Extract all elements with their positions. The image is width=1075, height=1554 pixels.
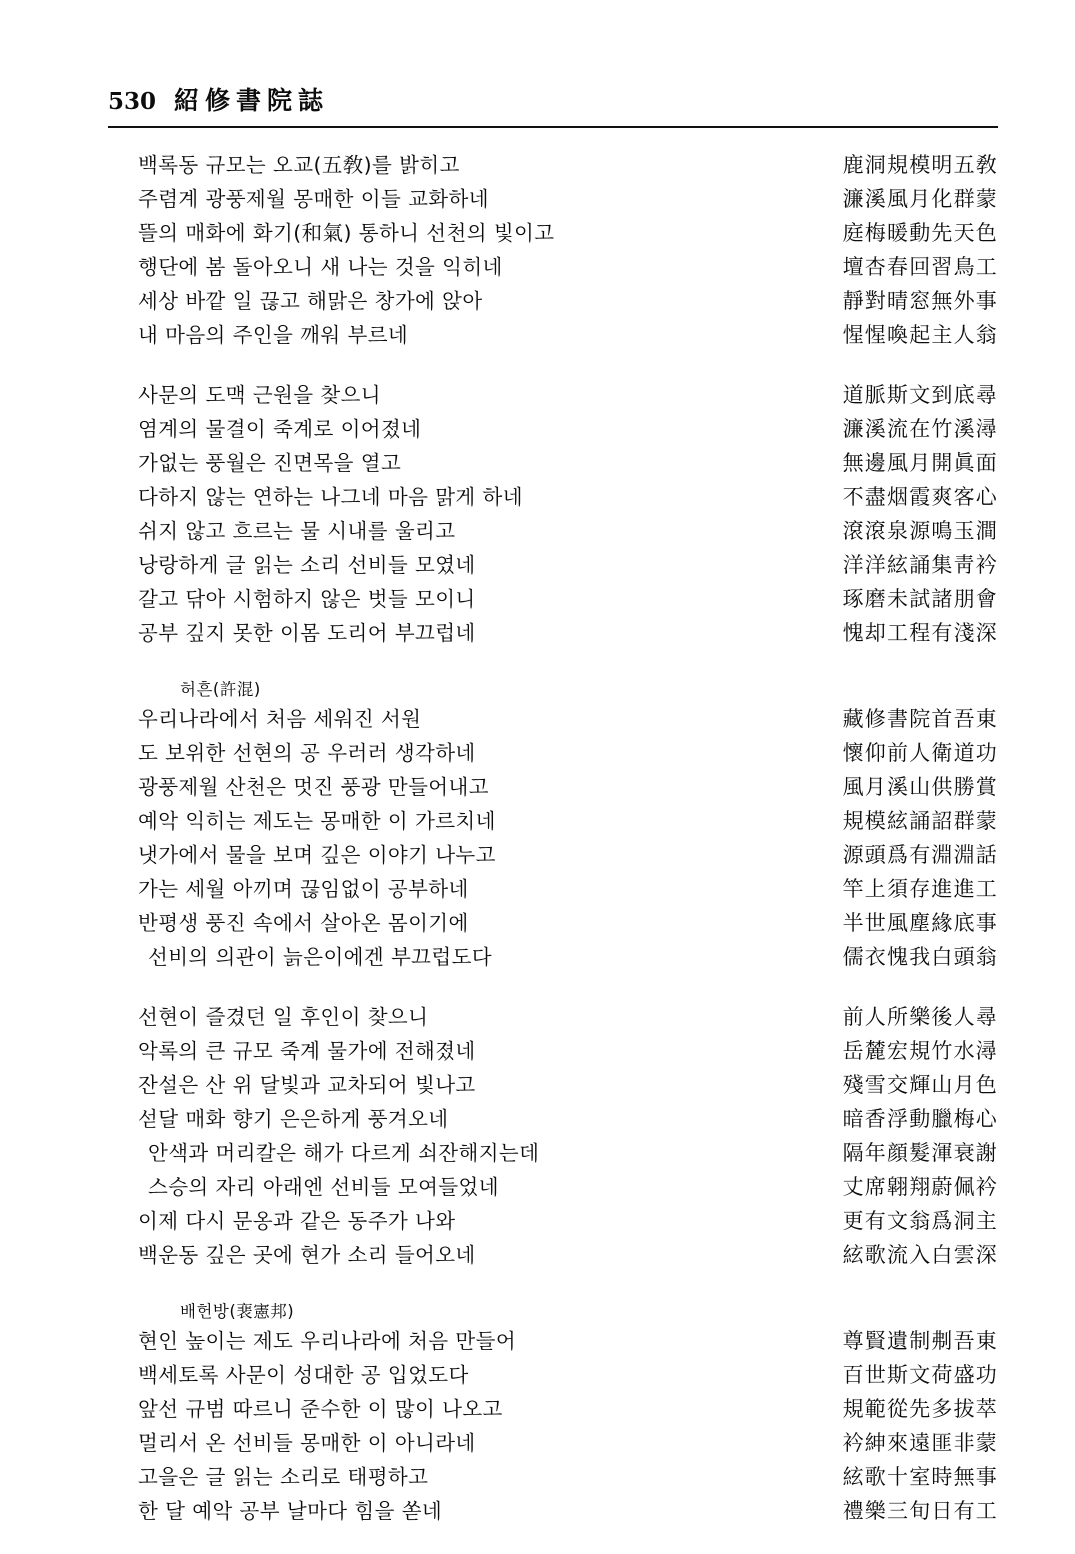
verse-line <box>108 480 998 514</box>
verse-hanja: 不盡烟霞爽客心 <box>842 485 998 509</box>
verse-line <box>108 250 998 284</box>
verse-hanja: 愧却工程有淺深 <box>842 621 998 645</box>
verse-line <box>108 1238 998 1272</box>
verse-hanja: 滾滾泉源鳴玉澗 <box>842 519 998 543</box>
verse-hanja: 規範從先多拔萃 <box>842 1397 998 1421</box>
page-header <box>108 88 998 113</box>
verse-korean: 백운동 깊은 곳에 현가 소리 들어오네 <box>138 1243 476 1267</box>
verse-line <box>108 702 998 736</box>
verse-korean: 행단에 봄 돌아오니 새 나는 것을 익히네 <box>138 255 503 279</box>
verse-line <box>108 284 998 318</box>
page-number: 530 <box>108 88 157 115</box>
stanza-attribution: 허흔(許混) <box>180 680 261 699</box>
poem-stanza <box>108 676 998 974</box>
verse-korean: 냇가에서 물을 보며 깊은 이야기 나누고 <box>138 843 496 867</box>
verse-hanja: 前人所樂後人尋 <box>842 1005 998 1029</box>
verse-korean: 선비의 의관이 늙은이에겐 부끄럽도다 <box>148 945 492 969</box>
poem-stanza <box>108 1298 998 1528</box>
verse-korean: 가는 세월 아끼며 끊임없이 공부하네 <box>138 877 469 901</box>
verse-korean: 낭랑하게 글 읽는 소리 선비들 모였네 <box>138 553 476 577</box>
verse-korean: 가없는 풍월은 진면목을 열고 <box>138 451 402 475</box>
verse-line <box>108 318 998 352</box>
verse-line <box>108 1358 998 1392</box>
verse-line <box>108 1324 998 1358</box>
verse-line <box>108 872 998 906</box>
verse-hanja: 無邊風月開眞面 <box>842 451 998 475</box>
verse-hanja: 絃歌十室時無事 <box>842 1465 998 1489</box>
verse-korean: 스승의 자리 아래엔 선비들 모여들었네 <box>148 1175 499 1199</box>
verse-line <box>108 412 998 446</box>
verse-korean: 쉬지 않고 흐르는 물 시내를 울리고 <box>138 519 456 543</box>
verse-korean: 광풍제월 산천은 멋진 풍광 만들어내고 <box>138 775 489 799</box>
verse-korean: 뜰의 매화에 화기(和氣) 통하니 선천의 빛이고 <box>138 221 555 245</box>
verse-hanja: 庭梅暖動先天色 <box>842 221 998 245</box>
verse-hanja: 隔年顔髮渾衰謝 <box>842 1141 998 1165</box>
verse-line <box>108 770 998 804</box>
verse-line <box>108 906 998 940</box>
verse-korean: 예악 익히는 제도는 몽매한 이 가르치네 <box>138 809 496 833</box>
verse-korean: 멀리서 온 선비들 몽매한 이 아니라네 <box>138 1431 476 1455</box>
verse-line <box>108 514 998 548</box>
verse-line <box>108 940 998 974</box>
verse-korean: 앞선 규범 따르니 준수한 이 많이 나오고 <box>138 1397 503 1421</box>
verse-korean: 현인 높이는 제도 우리나라에 처음 만들어 <box>138 1329 517 1353</box>
verse-line <box>108 1494 998 1528</box>
verse-hanja: 風月溪山供勝賞 <box>842 775 998 799</box>
verse-korean: 고을은 글 읽는 소리로 태평하고 <box>138 1465 429 1489</box>
verse-line <box>108 616 998 650</box>
verse-line <box>108 1068 998 1102</box>
verse-hanja: 惺惺喚起主人翁 <box>842 323 998 347</box>
verse-hanja: 鹿洞規模明五敎 <box>842 153 998 177</box>
book-title: 紹修書院誌 <box>174 86 330 115</box>
verse-line <box>108 148 998 182</box>
verse-hanja: 丈席翶翔蔚佩衿 <box>842 1175 998 1199</box>
verse-line <box>108 216 998 250</box>
verse-korean: 한 달 예악 공부 날마다 힘을 쏟네 <box>138 1499 443 1523</box>
verse-korean: 주렴계 광풍제월 몽매한 이들 교화하네 <box>138 187 489 211</box>
stanza-attribution: 배헌방(裵憲邦) <box>180 1302 295 1321</box>
verse-korean: 섣달 매화 향기 은은하게 풍겨오네 <box>138 1107 449 1131</box>
verse-line <box>108 1000 998 1034</box>
verse-line <box>108 804 998 838</box>
verse-line <box>108 548 998 582</box>
verse-line <box>108 446 998 480</box>
poem-stanza <box>108 378 998 650</box>
verse-line <box>108 1170 998 1204</box>
verse-korean: 선현이 즐겼던 일 후인이 찾으니 <box>138 1005 429 1029</box>
verse-hanja: 濂溪風月化群蒙 <box>842 187 998 211</box>
verse-korean: 잔설은 산 위 달빛과 교차되어 빛나고 <box>138 1073 476 1097</box>
verse-hanja: 靜對晴窓無外事 <box>842 289 998 313</box>
verse-hanja: 半世風塵緣底事 <box>842 911 998 935</box>
verse-korean: 공부 깊지 못한 이몸 도리어 부끄럽네 <box>138 621 476 645</box>
verse-hanja: 濂溪流在竹溪潯 <box>842 417 998 441</box>
verse-line <box>108 736 998 770</box>
verse-line <box>108 1392 998 1426</box>
verse-line <box>108 1136 998 1170</box>
verse-korean: 갈고 닦아 시험하지 않은 벗들 모이니 <box>138 587 476 611</box>
verse-hanja: 源頭爲有淵淵話 <box>842 843 998 867</box>
verse-hanja: 絃歌流入白雲深 <box>842 1243 998 1267</box>
verse-hanja: 百世斯文荷盛功 <box>842 1363 998 1387</box>
verse-korean: 사문의 도맥 근원을 찾으니 <box>138 383 381 407</box>
verse-line <box>108 1034 998 1068</box>
verse-line <box>108 838 998 872</box>
verse-line <box>108 378 998 412</box>
verse-korean: 세상 바깥 일 끊고 해맑은 창가에 앉아 <box>138 289 483 313</box>
verse-line <box>108 1426 998 1460</box>
verse-hanja: 暗香浮動臘梅心 <box>842 1107 998 1131</box>
verse-korean: 염계의 물결이 죽계로 이어졌네 <box>138 417 422 441</box>
verse-hanja: 更有文翁爲洞主 <box>842 1209 998 1233</box>
verse-line <box>108 1460 998 1494</box>
verse-hanja: 懷仰前人衛道功 <box>842 741 998 765</box>
poem-body <box>108 148 998 1554</box>
verse-hanja: 殘雪交輝山月色 <box>842 1073 998 1097</box>
verse-hanja: 道脈斯文到底尋 <box>842 383 998 407</box>
verse-hanja: 壇杏春回習鳥工 <box>842 255 998 279</box>
verse-korean: 악록의 큰 규모 죽계 물가에 전해졌네 <box>138 1039 476 1063</box>
verse-korean: 안색과 머리칼은 해가 다르게 쇠잔해지는데 <box>148 1141 540 1165</box>
verse-korean: 내 마음의 주인을 깨워 부르네 <box>138 323 409 347</box>
verse-line <box>108 1204 998 1238</box>
verse-korean: 도 보위한 선현의 공 우러러 생각하네 <box>138 741 476 765</box>
verse-hanja: 岳麓宏規竹水潯 <box>842 1039 998 1063</box>
verse-line <box>108 582 998 616</box>
poem-stanza <box>108 148 998 352</box>
poem-stanza <box>108 1000 998 1272</box>
verse-korean: 다하지 않는 연하는 나그네 마음 맑게 하네 <box>138 485 523 509</box>
verse-korean: 이제 다시 문옹과 같은 동주가 나와 <box>138 1209 456 1233</box>
verse-korean: 반평생 풍진 속에서 살아온 몸이기에 <box>138 911 469 935</box>
verse-hanja: 尊賢遺制刜吾東 <box>842 1329 998 1353</box>
verse-line <box>108 182 998 216</box>
verse-hanja: 琢磨未試諸朋會 <box>842 587 998 611</box>
verse-hanja: 儒衣愧我白頭翁 <box>842 945 998 969</box>
verse-hanja: 禮樂三旬日有工 <box>842 1499 998 1523</box>
verse-korean: 우리나라에서 처음 세워진 서원 <box>138 707 422 731</box>
verse-hanja: 藏修書院首吾東 <box>842 707 998 731</box>
header-divider <box>108 126 998 128</box>
verse-hanja: 竿上須存進進工 <box>842 877 998 901</box>
verse-hanja: 規模絃誦詔群蒙 <box>842 809 998 833</box>
verse-hanja: 衿紳來遠匪非蒙 <box>842 1431 998 1455</box>
verse-line <box>108 1102 998 1136</box>
verse-hanja: 洋洋絃誦集靑衿 <box>842 553 998 577</box>
verse-korean: 백록동 규모는 오교(五敎)를 밝히고 <box>138 153 460 177</box>
verse-korean: 백세토록 사문이 성대한 공 입었도다 <box>138 1363 469 1387</box>
